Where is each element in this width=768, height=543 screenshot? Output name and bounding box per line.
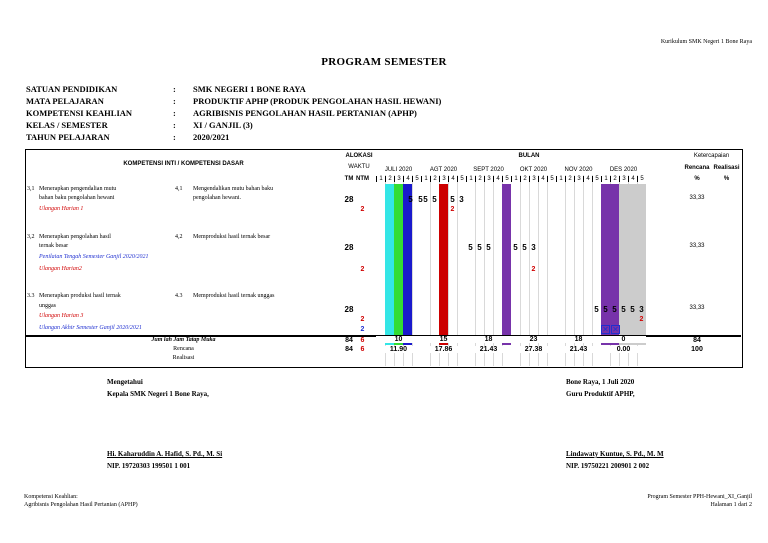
month-label-0: JULI 2020 <box>384 167 413 173</box>
info-label-mapel: MATA PELAJARAN <box>26 96 104 106</box>
kd-no: 4,2 <box>175 234 183 240</box>
sig-left-nip: NIP. 19720303 199501 1 001 <box>107 462 191 470</box>
sig-left-name: Hi. Kaharuddin A. Hafid, S. Pd., M. Si <box>107 450 223 458</box>
pct-label-2: % <box>723 176 730 182</box>
week-number: 1 <box>376 176 385 182</box>
week-number: 4 <box>583 176 592 182</box>
bulan-label: BULAN <box>518 153 540 159</box>
rencana-value: 33,33 <box>689 305 705 311</box>
week-number: 1 <box>466 176 475 182</box>
week-value: 5 <box>630 305 635 314</box>
ki-text: Menerapkan produksi hasil ternak <box>39 293 121 299</box>
month-label-5: DES 2020 <box>609 167 638 173</box>
info-colon: : <box>173 84 176 94</box>
row-line <box>25 280 342 281</box>
ren-month: 17.86 <box>421 346 466 353</box>
footer-left-2: Agribisnis Pengolahan Hasil Pertanian (APHP) <box>24 502 138 508</box>
week-value: 5 <box>603 305 608 314</box>
ren-month: 21.43 <box>466 346 511 353</box>
uas-note: Ulangan Akhir Semester Ganjil 2020/2021 <box>39 325 142 331</box>
ketercapaian-label: Ketercapaian <box>693 153 730 159</box>
week-number: 4 <box>538 176 547 182</box>
sum-label: Jum lah Jam Tatap Muka <box>151 337 216 343</box>
week-value: 5 <box>432 195 437 204</box>
info-label-satuan: SATUAN PENDIDIKAN <box>26 84 118 94</box>
realisasi-label: Realisasi <box>713 165 740 171</box>
realisasi-row-label: Realisasi <box>172 355 195 361</box>
week-value: 5 <box>522 243 527 252</box>
tm-value: 28 <box>344 243 354 252</box>
color-column <box>385 184 394 345</box>
color-column <box>394 184 403 345</box>
tm-value: 28 <box>344 305 354 314</box>
ulangan-harian-1: Ulangan Harian 1 <box>39 206 84 212</box>
header-line <box>342 161 682 162</box>
ren-ntm: 6 <box>360 346 365 353</box>
info-value-kelas: XI / GANJIL (3) <box>193 120 253 130</box>
ki-text: unggas <box>39 303 56 309</box>
week-number: 2 <box>520 176 529 182</box>
info-value-kompetensi: AGRIBISNIS PENGOLAHAN HASIL PERTANIAN (APHP) <box>193 108 417 118</box>
tm-value: 28 <box>344 195 354 204</box>
footer-left-1: Kompetensi Keahlian: <box>24 494 78 500</box>
sum-month: 18 <box>556 336 601 343</box>
sig-left-title2: Kepala SMK Negeri 1 Bone Raya, <box>107 390 209 398</box>
week-value: 5 <box>418 195 423 204</box>
week-number: 2 <box>430 176 439 182</box>
pct-label-1: % <box>694 176 700 182</box>
color-column <box>601 184 610 345</box>
sum-month: 15 <box>421 336 466 343</box>
week-number: 2 <box>565 176 574 182</box>
week-number: 4 <box>403 176 412 182</box>
info-value-mapel: PRODUKTIF APHP (PRODUK PENGOLAHAN HASIL HEWANI) <box>193 96 442 106</box>
week-number: 1 <box>556 176 565 182</box>
footer-right-2: Halaman 1 dari 2 <box>710 502 752 508</box>
ntm-label: NTM <box>356 176 369 182</box>
color-column <box>502 184 511 345</box>
week-number: 3 <box>484 176 493 182</box>
ulangan-harian-3: Ulangan Harian 3 <box>39 313 84 319</box>
week-number: 4 <box>493 176 502 182</box>
week-value: 5 <box>594 305 599 314</box>
week-number: 1 <box>601 176 610 182</box>
kd-no: 4.3 <box>175 293 183 299</box>
kd-text: pengolahan hewani. <box>193 195 241 201</box>
color-column <box>439 184 448 345</box>
kd-text: Memproduksi hasil ternak besar <box>193 234 271 240</box>
sig-right-name: Lindawaty Kuntue, S. Pd., M. M <box>566 450 664 458</box>
kd-no: 4,1 <box>175 186 183 192</box>
kd-text: Mengendalikan mutu bahan baku <box>193 186 274 192</box>
ntm-value-2: 2 <box>360 326 365 333</box>
sig-right-title1: Bone Raya, 1 Juli 2020 <box>566 378 635 386</box>
color-column <box>403 184 412 345</box>
sum-month: 0 <box>601 336 646 343</box>
ntm-mark: 2 <box>531 266 536 273</box>
col-line <box>712 175 713 366</box>
sum-tm: 84 <box>345 337 353 344</box>
row-line <box>25 232 342 233</box>
week-value: 5 <box>477 243 482 252</box>
week-number: 3 <box>574 176 583 182</box>
kompetensi-header: KOMPETENSI INTI / KOMPETENSI DASAR <box>123 161 244 167</box>
info-label-kelas: KELAS / SEMESTER <box>26 120 108 130</box>
week-number: 5 <box>637 176 646 182</box>
week-number: 3 <box>439 176 448 182</box>
ntm-value: 2 <box>360 206 365 213</box>
ulangan-harian-2: Ulangan Harian2 <box>39 266 82 272</box>
tm-label: TM <box>344 176 354 182</box>
week-value: 5 <box>486 243 491 252</box>
rencana-label: Rencana <box>684 165 710 171</box>
ntm-mark: 2 <box>639 316 644 323</box>
info-value-tahun: 2020/2021 <box>193 132 230 142</box>
rencana-value: 33,33 <box>689 243 705 249</box>
info-colon: : <box>173 96 176 106</box>
week-value: 3 <box>459 195 464 204</box>
kd-text: Memproduksi hasil ternak unggas <box>193 293 275 299</box>
ren-pct: 100 <box>691 346 703 353</box>
footer-right-1: Program Semester PPH-Hewani_XI_Ganjil <box>647 494 752 500</box>
week-number: 3 <box>394 176 403 182</box>
sum-month: 10 <box>376 336 421 343</box>
ki-text: Menerapkan pengendalian mutu <box>39 186 117 192</box>
month-label-2: SEPT 2020 <box>473 167 504 173</box>
week-number: 1 <box>421 176 430 182</box>
week-value: 5 <box>408 195 413 204</box>
week-number: 2 <box>610 176 619 182</box>
week-value: 5 <box>612 305 617 314</box>
alokasi-label: ALOKASI <box>345 153 373 159</box>
week-number: 4 <box>628 176 637 182</box>
info-colon: : <box>173 132 176 142</box>
ki-no: 3.3 <box>27 293 35 299</box>
month-label-3: OKT 2020 <box>519 167 548 173</box>
col-line <box>369 149 370 366</box>
week-value: 5 <box>468 243 473 252</box>
info-label-kompetensi: KOMPETENSI KEAHLIAN <box>26 108 133 118</box>
ren-month: 27.38 <box>511 346 556 353</box>
info-label-tahun: TAHUN PELAJARAN <box>26 132 110 142</box>
week-number: 5 <box>502 176 511 182</box>
x-mark-icon: ✕ <box>602 325 609 334</box>
week-number: 3 <box>619 176 628 182</box>
waktu-label: WAKTU <box>348 164 370 170</box>
ki-no: 3,1 <box>27 186 35 192</box>
sig-left-title1: Mengetahui <box>107 378 143 386</box>
info-value-satuan: SMK NEGERI 1 BONE RAYA <box>193 84 306 94</box>
week-number: 4 <box>448 176 457 182</box>
week-value: 5 <box>513 243 518 252</box>
week-number: 1 <box>511 176 520 182</box>
sig-right-title2: Guru Produktif APHP, <box>566 390 635 398</box>
week-number: 2 <box>385 176 394 182</box>
ntm-value: 2 <box>360 266 365 273</box>
ki-text: bahan baku pengolahan hewani <box>39 195 115 201</box>
week-value: 5 <box>423 195 428 204</box>
pts-note: Penilaian Tengah Semester Ganjil 2020/2021 <box>39 254 149 260</box>
ren-tm: 84 <box>345 346 353 353</box>
month-label-4: NOV 2020 <box>564 167 593 173</box>
month-label-1: AGT 2020 <box>429 167 458 173</box>
week-number: 5 <box>457 176 466 182</box>
rencana-value: 33,33 <box>689 195 705 201</box>
ki-text: ternak besar <box>39 243 69 249</box>
week-number: 5 <box>412 176 421 182</box>
week-value: 3 <box>531 243 536 252</box>
sig-right-nip: NIP. 19750221 200901 2 002 <box>566 462 650 470</box>
week-number: 3 <box>529 176 538 182</box>
schedule-table <box>25 149 743 368</box>
sum-month: 18 <box>466 336 511 343</box>
week-number: 2 <box>475 176 484 182</box>
week-number: 5 <box>592 176 601 182</box>
sum-ntm: 6 <box>360 337 365 344</box>
ren-month: 21.43 <box>556 346 601 353</box>
ntm-mark: 2 <box>450 206 455 213</box>
info-colon: : <box>173 120 176 130</box>
ren-month: 0.00 <box>601 346 646 353</box>
week-value: 5 <box>450 195 455 204</box>
ki-text: Menerapkan pengolahan hasil <box>39 234 111 240</box>
header-line <box>682 161 741 162</box>
x-mark-icon: ✕ <box>612 325 619 334</box>
ntm-value: 2 <box>360 316 365 323</box>
week-value: 5 <box>621 305 626 314</box>
sum-month: 23 <box>511 336 556 343</box>
page-title: PROGRAM SEMESTER <box>321 56 447 68</box>
rencana-row-label: Rencana <box>173 346 194 352</box>
header-note: Kurikulum SMK Negeri 1 Bone Raya <box>660 39 752 45</box>
color-column <box>610 184 619 345</box>
ren-month: 11.90 <box>376 346 421 353</box>
week-value: 3 <box>639 305 644 314</box>
sum-pct: 84 <box>693 337 701 344</box>
info-colon: : <box>173 108 176 118</box>
ki-no: 3,2 <box>27 234 35 240</box>
week-number: 5 <box>547 176 556 182</box>
